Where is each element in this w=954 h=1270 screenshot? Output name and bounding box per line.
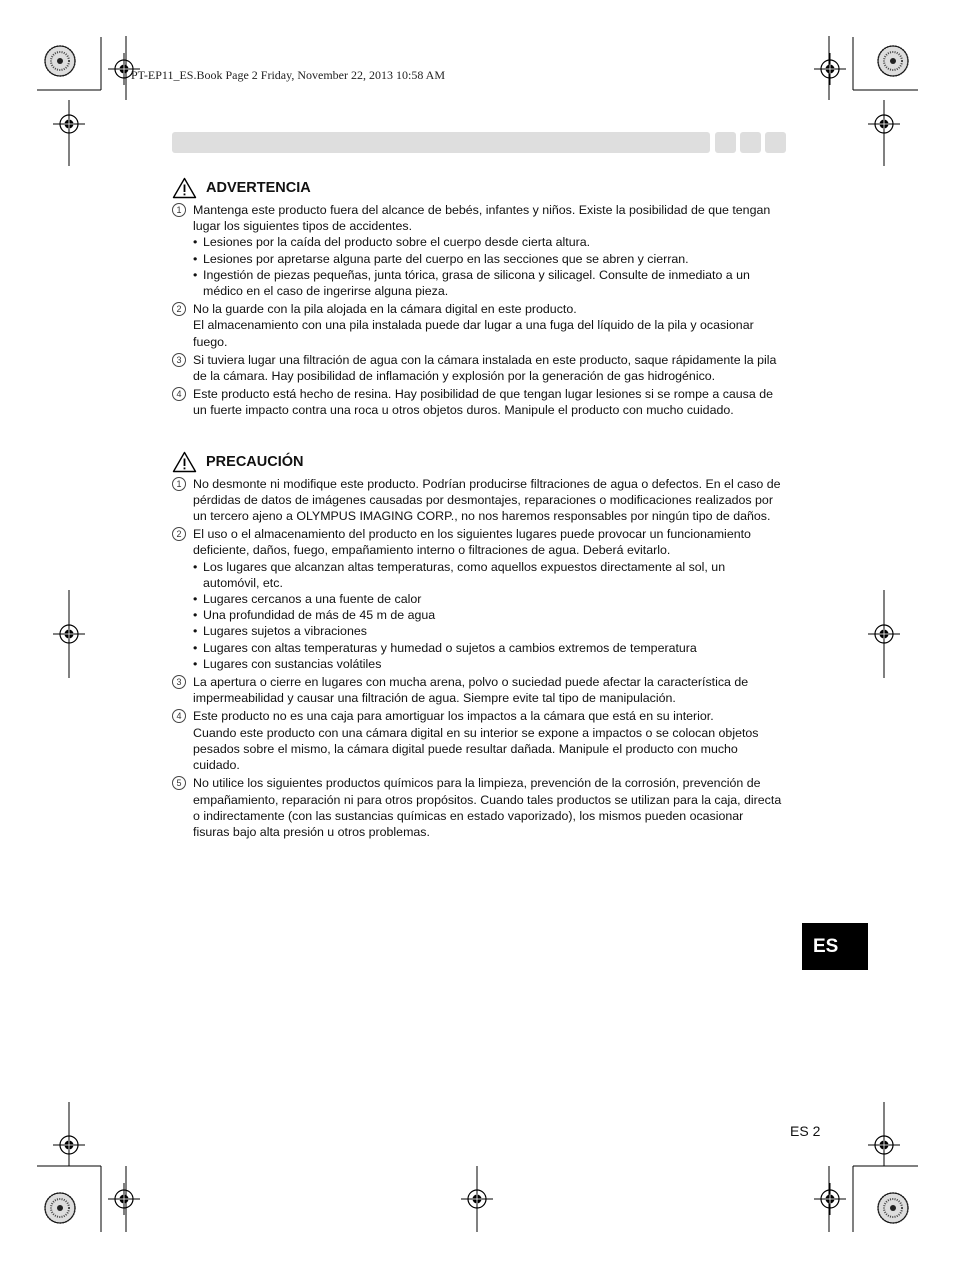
warning-heading [172, 176, 782, 200]
item-text: Si tuviera lugar una filtración de agua con la cámara instalada en este producto, saque rápidamente la pila de la cámara. Hay posibilidad de inflamación y explosión por la generación de gas hidrogénico. [193, 352, 777, 384]
item-text: La apertura o cierre en lugares con mucha arena, polvo o suciedad puede afectar la característica de impermeabilidad y causar una filtración de agua. Siempre evite tal tipo de manipulación. [193, 675, 749, 706]
caution-triangle-icon [172, 451, 197, 473]
caution-item [172, 708, 782, 773]
item-number: 4 [172, 709, 186, 723]
caution-heading-text: PRECAUCIÓN [206, 453, 304, 470]
warning-item [172, 386, 782, 418]
item-text: No utilice los siguientes productos químicos para la limpieza, prevención de la corrosión, prevención de empañamiento, reparación ni para otros propósitos. Cuando tales productos se utilizan para la caja, directa o indirectamente (con las sustancias químicas en estado vaporizado), los mismos pueden ocasionar fisuras bajo alta presión u otros problemas. [193, 776, 782, 839]
caution-item [172, 526, 782, 672]
bullet-item: • Una profundidad de más de 45 m de agua [193, 607, 782, 623]
warning-heading-text: ADVERTENCIA [206, 179, 311, 196]
page-number: ES 2 [790, 1123, 821, 1139]
bullet-item: • Lugares con sustancias volátiles [193, 656, 782, 672]
header-bar [172, 132, 710, 153]
bullet-item: • Los lugares que alcanzan altas temperaturas, como aquellos expuestos directamente al sol, un automóvil, etc. [193, 559, 782, 591]
bullet-item: • Lugares cercanos a una fuente de calor [193, 591, 782, 607]
item-number: 2 [172, 527, 186, 541]
caution-heading [172, 450, 782, 474]
caution-item [172, 476, 782, 525]
warning-item [172, 202, 782, 299]
bullet-item: • Lesiones por la caída del producto sobre el cuerpo desde cierta altura. [193, 234, 782, 250]
item-number: 2 [172, 302, 186, 316]
print-header: PT-EP11_ES.Book Page 2 Friday, November 22, 2013 10:58 AM [131, 68, 445, 82]
item-number: 3 [172, 353, 186, 367]
bullet-item: • Lesiones por apretarse alguna parte del cuerpo en las secciones que se abren y cierran. [193, 251, 782, 267]
caution-item [172, 775, 782, 840]
warning-item [172, 301, 782, 350]
header-square [740, 132, 761, 153]
caution-list [172, 476, 782, 840]
item-number: 5 [172, 776, 186, 790]
item-text: Este producto está hecho de resina. Hay posibilidad de que tengan lugar lesiones si se rompe a causa de un fuerte impacto contra una roca u otros objetos duros. Manipule el producto con mucho cuidado. [193, 387, 773, 418]
item-text: Mantenga este producto fuera del alcance de bebés, infantes y niños. Existe la posibilidad de que tengan lugar los siguientes tipos de accidentes. [193, 203, 771, 234]
header-square [715, 132, 736, 153]
warning-triangle-icon [172, 177, 197, 199]
document-body [172, 176, 782, 842]
caution-item [172, 674, 782, 706]
item-text: El almacenamiento con una pila instalada puede dar lugar a una fuga del líquido de la pila y ocasionar fuego. [193, 318, 754, 349]
item-text: Cuando este producto con una cámara digital en su interior se expone a impactos o se colocan objetos pesados sobre el mismo, la cámara digital puede resultar dañada. Manipule el producto con mucho cuidado. [193, 725, 759, 773]
item-text: No desmonte ni modifique este producto. Podrían producirse filtraciones de agua o defectos. En el caso de pérdidas de datos de imágenes causadas por desmontajes, reparaciones o modificaciones realizados por un tercero ajeno a OLYMPUS IMAGING CORP., no nos haremos responsables por ningún tipo de daños. [193, 476, 781, 524]
item-text: Este producto no es una caja para amortiguar los impactos a la cámara que está en su interior. [193, 709, 714, 724]
item-number: 1 [172, 203, 186, 217]
item-number: 1 [172, 477, 186, 491]
bullet-item: • Ingestión de piezas pequeñas, junta tórica, grasa de silicona y silicagel. Consulte de inmediato a un médico en el caso de ingerirse alguna pieza. [193, 267, 782, 299]
item-text: El uso o el almacenamiento del producto en los siguientes lugares puede provocar un funcionamiento deficiente, daños, fuego, empañamiento interno o filtraciones de agua. Deberá evitarlo. [193, 527, 751, 558]
item-number: 4 [172, 387, 186, 401]
bullet-item: • Lugares con altas temperaturas y humedad o sujetos a cambios extremos de temperatura [193, 640, 782, 656]
header-square [765, 132, 786, 153]
language-tab: ES [802, 923, 868, 970]
item-text: No la guarde con la pila alojada en la cámara digital en este producto. [193, 302, 577, 317]
warning-item [172, 352, 782, 384]
item-number: 3 [172, 675, 186, 689]
bullet-item: • Lugares sujetos a vibraciones [193, 623, 782, 639]
warning-list [172, 202, 782, 419]
